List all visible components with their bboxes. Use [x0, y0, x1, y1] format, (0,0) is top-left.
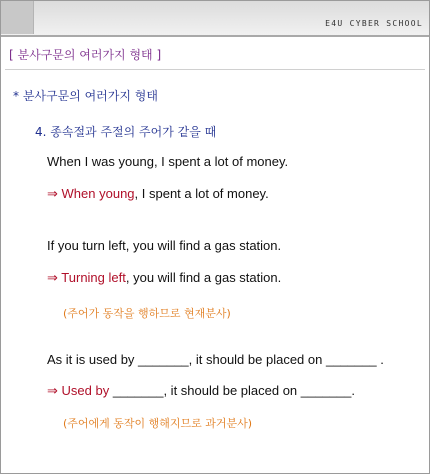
example-3-rest: _______, it should be placed on _______. — [109, 383, 355, 398]
example-3-rewritten — [47, 383, 355, 399]
arrow-icon: ⇒ — [47, 383, 58, 398]
arrow-icon: ⇒ — [47, 186, 58, 201]
example-3-participle: Used by — [61, 383, 110, 398]
header-band — [1, 1, 429, 37]
arrow-icon: ⇒ — [47, 270, 58, 285]
header-corner-block — [1, 1, 34, 34]
example-1-rewritten — [47, 186, 269, 202]
example-1-participle: When young — [61, 186, 135, 201]
school-name: E4U CYBER SCHOOL — [325, 19, 423, 28]
example-3-note: (주어에게 동작이 행해지므로 과거분사) — [63, 417, 253, 430]
example-2-rewritten — [47, 270, 281, 286]
header-divider — [1, 35, 429, 37]
title-divider — [5, 69, 425, 70]
section-heading: 4. 종속절과 주절의 주어가 같을 때 — [35, 125, 217, 139]
example-2-participle: Turning left — [61, 270, 126, 285]
example-1-original: When I was young, I spent a lot of money. — [47, 154, 289, 169]
topic-heading: * 분사구문의 여러가지 형태 — [13, 89, 158, 103]
page-title: [ 분사구문의 여러가지 형태 ] — [9, 48, 162, 62]
example-3-original: As it is used by _______, it should be placed on _______ . — [47, 352, 384, 367]
example-1-rest: , I spent a lot of money. — [134, 186, 269, 201]
example-2-rest: , you will find a gas station. — [125, 270, 282, 285]
example-2-original: If you turn left, you will find a gas station. — [47, 238, 282, 253]
example-2-note: (주어가 동작을 행하므로 현재분사) — [63, 307, 231, 320]
